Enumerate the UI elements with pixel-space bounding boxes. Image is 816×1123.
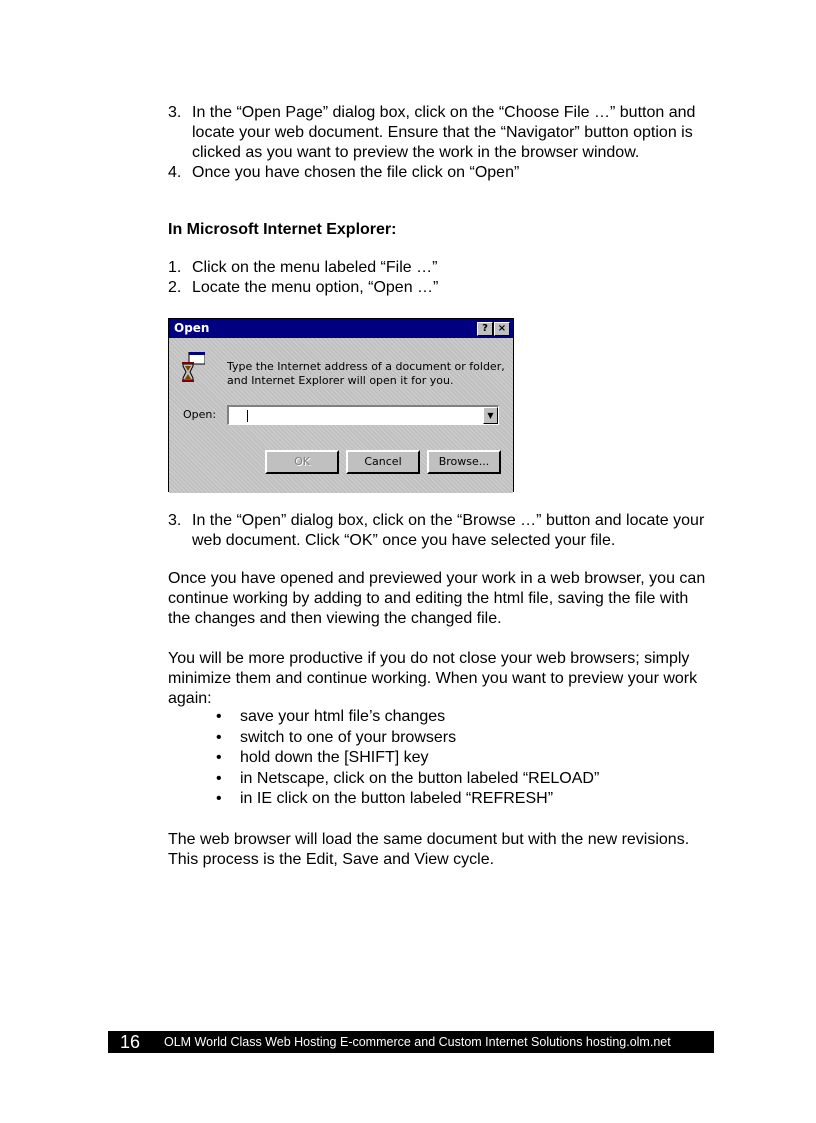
dialog-title: Open <box>174 321 210 335</box>
paragraph: Once you have opened and previewed your work in a web browser, you can continue working by adding to and editing the html file, saving the file with the changes and then viewing the changed file. <box>168 570 706 627</box>
open-address-input[interactable] <box>227 405 499 425</box>
dropdown-arrow-icon[interactable]: ▼ <box>483 407 498 424</box>
page-number: 16 <box>120 1032 141 1052</box>
bullet-list <box>216 707 599 810</box>
bullet-text: in IE click on the button labeled “REFRESH” <box>240 790 554 807</box>
paragraph: You will be more productive if you do not close your web browsers; simply minimize them and continue working. When you want to preview your work again: <box>168 650 698 707</box>
top-steps-list <box>168 103 708 183</box>
text-caret <box>247 410 248 422</box>
step-text: Locate the menu option, “Open …” <box>192 279 439 296</box>
step-text: Click on the menu labeled “File …” <box>192 259 438 276</box>
bullet-icon: • <box>216 749 222 766</box>
open-dialog-screenshot <box>168 318 514 492</box>
step-number: 2. <box>168 279 182 296</box>
list-item <box>168 258 708 278</box>
section-heading: In Microsoft Internet Explorer: <box>168 221 397 238</box>
bullet-text: save your html file’s changes <box>240 708 446 725</box>
bullet-icon: • <box>216 708 222 725</box>
bullet-text: in Netscape, click on the button labeled “RELOAD” <box>240 769 600 787</box>
bullet-icon: • <box>216 790 222 807</box>
list-item <box>216 769 599 790</box>
ie-steps-list <box>168 258 708 298</box>
open-label: Open: <box>183 408 217 421</box>
list-item <box>216 789 599 810</box>
list-item <box>168 163 708 183</box>
list-item <box>216 707 599 728</box>
ok-button[interactable]: OK <box>265 450 339 474</box>
cancel-button[interactable]: Cancel <box>346 450 420 474</box>
step-number: 3. <box>168 512 182 529</box>
help-button[interactable]: ? <box>477 322 493 336</box>
after-dialog-steps <box>168 511 708 551</box>
page-footer <box>108 1031 714 1053</box>
bullet-text: hold down the [SHIFT] key <box>240 749 429 766</box>
list-item <box>216 748 599 769</box>
bullet-icon: • <box>216 728 222 746</box>
list-item <box>168 103 708 163</box>
bullet-icon: • <box>216 769 222 787</box>
browse-button[interactable]: Browse... <box>427 450 501 474</box>
list-item <box>168 278 708 298</box>
step-number: 3. <box>168 104 182 121</box>
step-number: 1. <box>168 259 182 276</box>
close-button[interactable]: × <box>494 322 510 336</box>
bullet-text: switch to one of your browsers <box>240 728 457 746</box>
step-text: Once you have chosen the file click on “Open” <box>192 164 520 181</box>
list-item <box>168 511 708 551</box>
step-text: In the “Open” dialog box, click on the “Browse …” button and locate your web document. Click “OK” once you have selected your file. <box>192 512 705 549</box>
paragraph: The web browser will load the same document but with the new revisions. This process is the Edit, Save and View cycle. <box>168 831 690 868</box>
dialog-message: Type the Internet address of a document or folder, and Internet Explorer will open it for you. <box>227 360 505 387</box>
step-text: In the “Open Page” dialog box, click on the “Choose File …” button and locate your web document. Ensure that the “Navigator” button option is clicked as you want to preview the work in the browser window. <box>192 104 696 161</box>
step-number: 4. <box>168 164 182 181</box>
open-document-icon <box>181 352 205 386</box>
dialog-title-bar <box>169 319 513 338</box>
footer-text: OLM World Class Web Hosting E-commerce and Custom Internet Solutions hosting.olm.net <box>164 1035 671 1049</box>
dialog-body <box>169 338 513 493</box>
list-item <box>216 728 599 749</box>
